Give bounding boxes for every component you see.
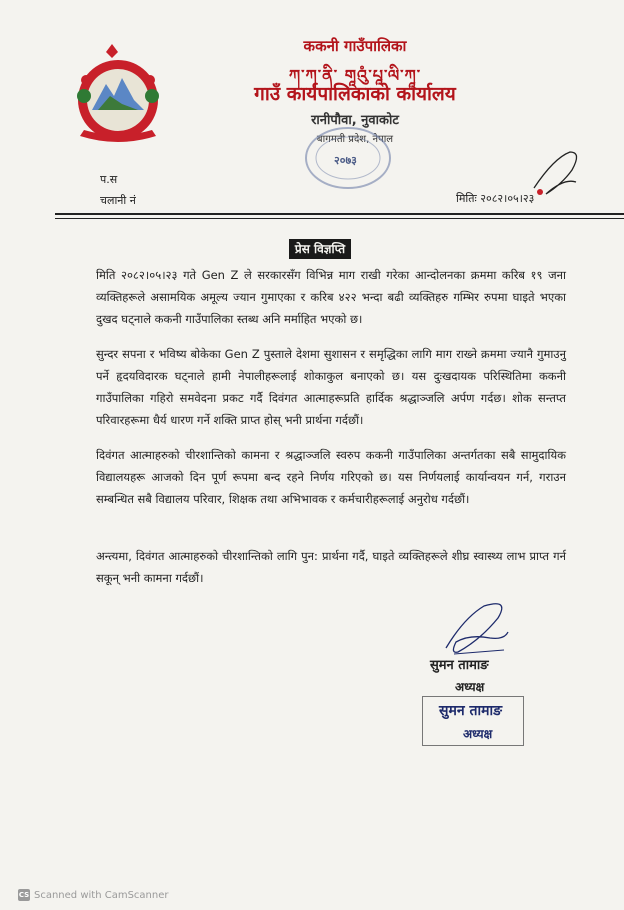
paragraph-3: दिवंगत आत्माहरुको चीरशान्तिको कामना र श्रद्धाञ्जलि स्वरुप ककनी गाउँपालिका अन्तर्गतका सबै सामुदायिक विद्यालयहरू आजको दिन पूर्ण रूपमा बन्द रहने निर्णय गरिएको छ। यस निर्णयलाई कार्यान्वयन गर्न, गराउन सम्बन्धित सबै विद्यालय परिवार, शिक्षक तथा अभिभावक र कर्मचारीहरूलाई अनुरोध गर्दछौं। <box>96 448 566 506</box>
camscanner-watermark <box>18 889 169 901</box>
office-name: गाउँ कार्यपालिकाको कार्यालय <box>254 83 456 105</box>
ps-label: प.स <box>100 173 118 186</box>
name-stamp <box>422 696 524 746</box>
press-release-title: प्रेस विज्ञप्ति <box>289 239 351 259</box>
municipality-name-tibetan: ཀ་ཀ་ནི་ གཱའུཾ་པཱ་ལི་ཀཱ་ <box>288 66 422 85</box>
chairperson-signature <box>440 598 512 658</box>
date-signature <box>524 148 584 200</box>
letter-date: मितिः २०८२।०५।२३ <box>456 192 535 205</box>
signatory-name: सुमन तामाङ <box>430 658 489 673</box>
camscanner-logo-icon: CS <box>18 891 30 899</box>
paragraph-1: मिति २०८२।०५।२३ गते Gen Z ले सरकारसँग विभिन्न माग राखी गरेका आन्दोलनका क्रममा करिब १९ जना व्यक्तिहरूले असामयिक अमूल्य ज्यान गुमाएका र करिब ४२२ भन्दा बढी व्यक्तिहरु गम्भिर रुपमा घाइते भएका दुखद घट्नाले ककनी गाउँपालिका स्तब्ध अनि मर्माहित भएको छ। <box>96 268 566 326</box>
chalani-label: चलानी नं <box>100 194 136 207</box>
stamp-year: २०७३ <box>334 154 357 167</box>
camscanner-text: Scanned with CamScanner <box>34 889 169 901</box>
signatory-title: अध्यक्ष <box>455 680 485 694</box>
office-province: बागमती प्रदेश, नेपाल <box>316 134 394 145</box>
header-divider <box>55 213 624 215</box>
office-round-stamp <box>300 122 396 194</box>
header-divider-thin <box>55 218 624 219</box>
paragraph-2: सुन्दर सपना र भविष्य बोकेका Gen Z पुस्ताले देशमा सुशासन र समृद्धिका लागि माग राख्ने क्रममा ज्यानै गुमाउनु पर्ने हृदयविदारक घट्नाले हामी नेपालीहरूलाई शोकाकुल बनाएको छ। यस दुःखदायक परिस्थितिमा ककनी गाउँपालिका गहिरो समवेदना प्रकट गर्दै दिवंगत आत्माहरूप्रति हार्दिक श्रद्धाञ्जलि अर्पण गर्दछ। शोक सन्तप्त परिवारहरूमा धैर्य धारण गर्ने शक्ति प्राप्त होस् भनी प्रार्थना गर्दछौं। <box>96 347 566 427</box>
municipality-name: ककनी गाउँपालिका <box>303 37 407 55</box>
name-stamp-title: अध्यक्ष <box>463 727 493 741</box>
nepal-emblem-logo <box>62 44 174 146</box>
paragraph-4: अन्त्यमा, दिवंगत आत्माहरुको चीरशान्तिको लागि पुन: प्रार्थना गर्दै, घाइते व्यक्तिहरूले शीघ्र स्वास्थ्य लाभ प्राप्त गर्न सकून् भनी कामना गर्दछौं। <box>96 549 566 585</box>
office-location: रानीपौवा, नुवाकोट <box>311 113 399 128</box>
name-stamp-name: सुमन तामाङ <box>439 703 503 719</box>
